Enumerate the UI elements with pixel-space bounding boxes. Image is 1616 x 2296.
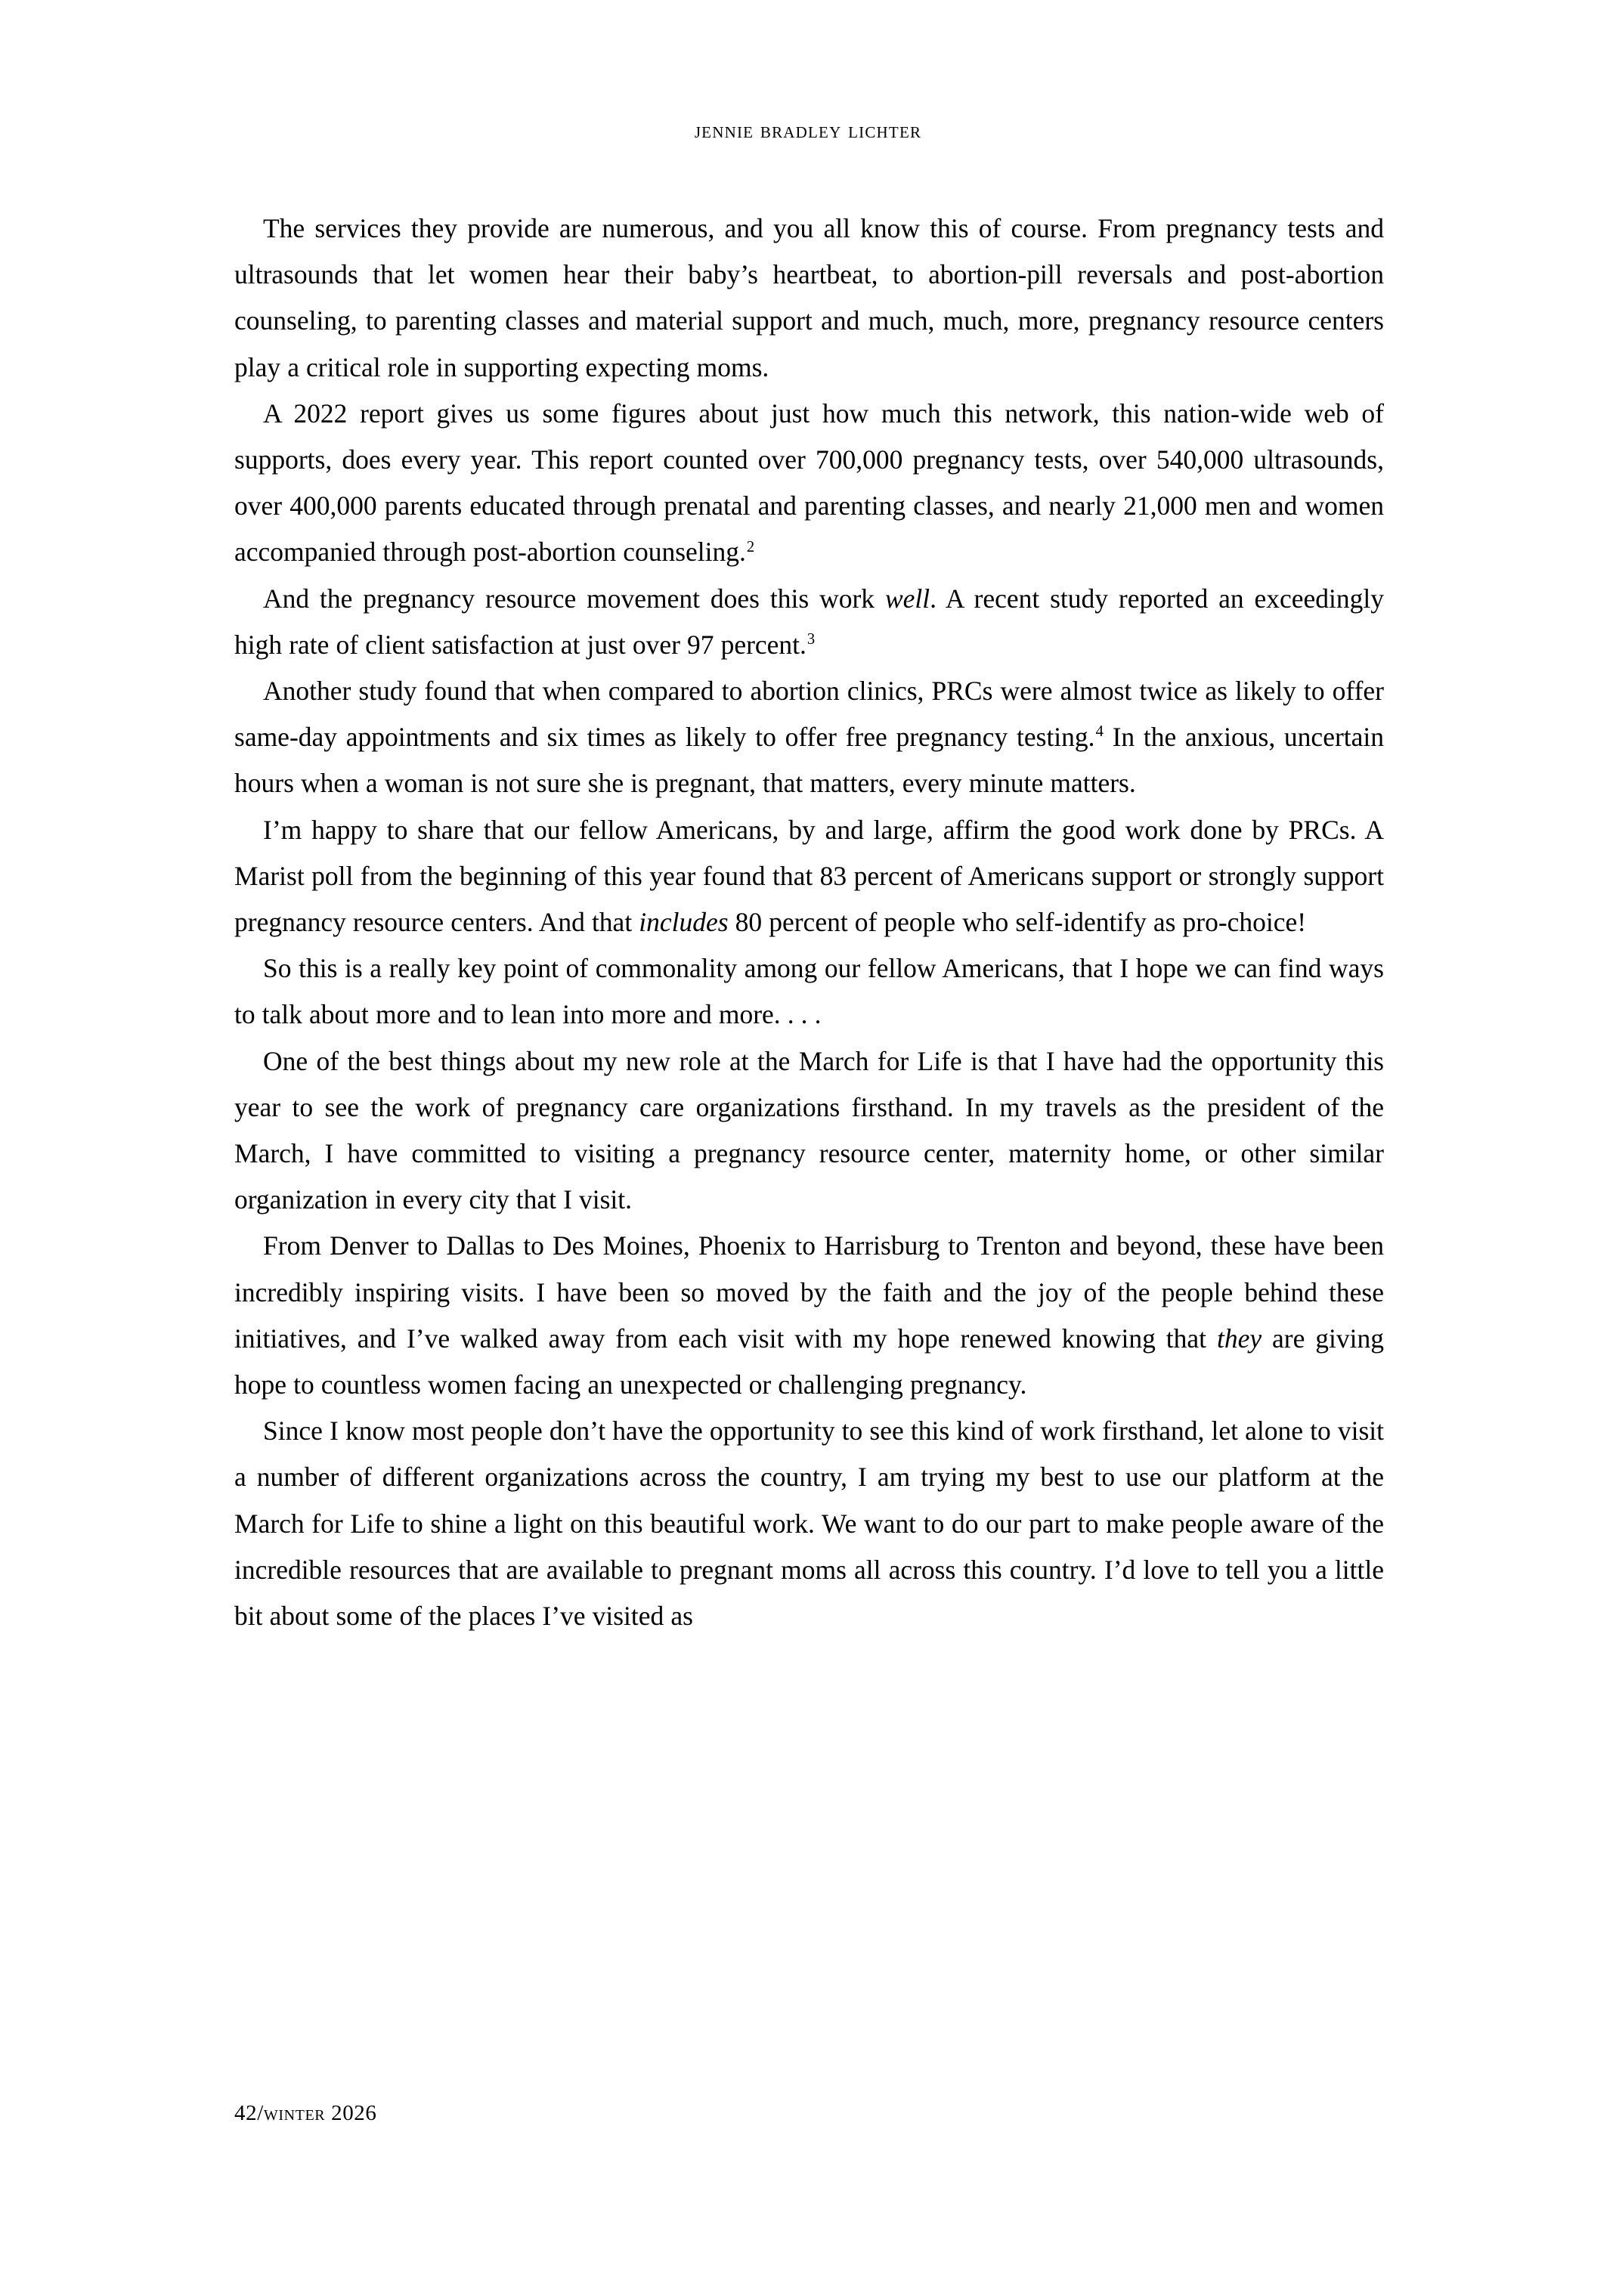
body-paragraph	[234, 1223, 1384, 1408]
body-paragraph	[234, 1408, 1384, 1639]
text-run: The services they provide are numerous, and you all know this of course. From pregnancy tests and ultrasounds that let women hear their baby’s heartbeat, to abortion-pill reversals and post-abortion counseling, to parenting classes and material support and much, much, more, pregnancy resource centers play a critical role in supporting expecting moms.	[234, 213, 1384, 382]
page-footer	[234, 2103, 377, 2124]
text-run: So this is a really key point of commonality among our fellow Americans, that I hope we can find ways to talk about more and to lean into more and more. . . .	[234, 953, 1384, 1030]
emphasis-text: well	[884, 583, 930, 614]
folio-space	[325, 2101, 331, 2125]
emphasis-text: they	[1216, 1323, 1262, 1354]
text-run: 80 percent of people who self-identify as pro-choice!	[728, 907, 1307, 938]
body-paragraph	[234, 668, 1384, 807]
body-paragraph	[234, 391, 1384, 576]
text-run: . A recent study reported an exceedingly high rate of client satisfaction at just over 97 percent.	[234, 583, 1384, 660]
text-run: A 2022 report gives us some figures about just how much this network, this nation-wide web of supports, does every year. This report counted over 700,000 pregnancy tests, over 540,000 ultrasounds, over 400,000 parents educated through prenatal and parenting classes, and nearly 21,000 men and women accompanied through post-abortion counseling.	[234, 398, 1384, 568]
text-run: One of the best things about my new role at the March for Life is that I have had the opportunity this year to see the work of pregnancy care organizations firsthand. In my travels as the president of the March, I have committed to visiting a pregnancy resource center, maternity home, or other similar organization in every city that I visit.	[234, 1045, 1384, 1215]
body-paragraph	[234, 807, 1384, 946]
body-paragraph	[234, 576, 1384, 668]
folio-separator: /	[257, 2101, 264, 2125]
body-paragraph	[234, 1038, 1384, 1224]
body-paragraph	[234, 945, 1384, 1038]
text-run: Since I know most people don’t have the opportunity to see this kind of work firsthand, let alone to visit a number of different organizations across the country, I am trying my best to use our platform at the March for Life to shine a light on this beautiful work. We want to do our part to make people aware of the incredible resources that are available to pregnant moms all across this country. I’d love to tell you a little bit about some of the places I’ve visited as	[234, 1416, 1384, 1632]
text-run: In the anxious, uncertain hours when a woman is not sure she is pregnant, that matters, every minute matters.	[234, 722, 1384, 799]
text-run: And the pregnancy resource movement does this work	[263, 583, 885, 614]
footnote-marker[interactable]: 2	[746, 538, 755, 555]
footnote-marker[interactable]: 3	[806, 631, 816, 648]
footnote-marker[interactable]: 4	[1095, 723, 1104, 741]
folio-page-number: 42	[234, 2101, 258, 2125]
text-run: I’m happy to share that our fellow Americans, by and large, affirm the good work done by PRCs. A Marist poll from the beginning of this year found that 83 percent of Americans support or strongly support pregnancy resource centers. And that	[234, 814, 1384, 938]
running-head	[0, 119, 1616, 142]
text-run: From Denver to Dallas to Des Moines, Phoenix to Harrisburg to Trenton and beyond, these have been incredibly inspiring visits. I have been so moved by the faith and the joy of the people behind these initiatives, and I’ve walked away from each visit with my hope renewed knowing that	[234, 1230, 1384, 1354]
text-run: are giving hope to countless women facing an unexpected or challenging pregnancy.	[234, 1323, 1384, 1400]
folio-season: winter	[263, 2101, 326, 2125]
text-run: Another study found that when compared to abortion clinics, PRCs were almost twice as likely to offer same-day appointments and six times as likely to offer free pregnancy testing.	[234, 676, 1384, 753]
body-text-block	[234, 206, 1384, 1639]
body-paragraph	[234, 206, 1384, 391]
running-head-text: jennie bradley lichter	[694, 118, 922, 143]
folio-year: 2026	[331, 2101, 377, 2125]
emphasis-text: includes	[639, 907, 729, 938]
